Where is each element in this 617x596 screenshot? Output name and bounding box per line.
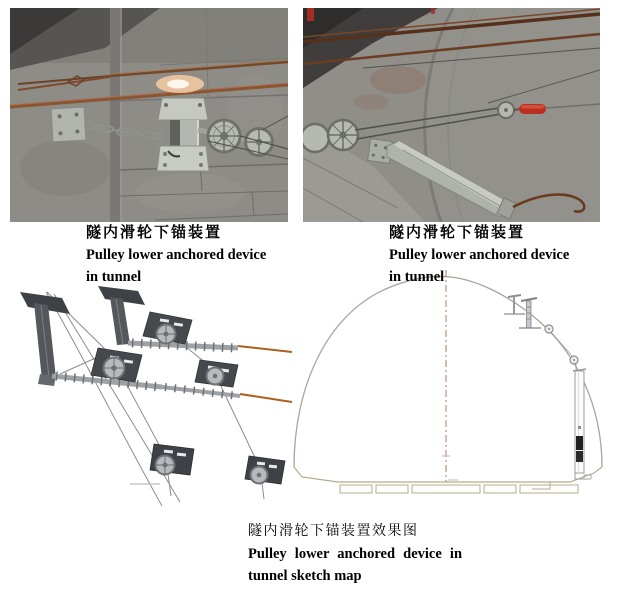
caption-en-1: Pulley lower anchored device — [389, 247, 570, 263]
pulley-wheel-small — [246, 129, 273, 156]
tunnel-wall-photo-1 — [10, 8, 288, 222]
pulley-wheels-left — [303, 120, 358, 152]
sketch-tunnel-cross-section — [292, 270, 612, 505]
tunnel-arch-outline — [294, 276, 602, 467]
pulley-assembly-middle — [91, 348, 142, 382]
contact-wire-upper — [238, 346, 292, 352]
photo-pulley-anchor-left — [10, 8, 288, 222]
pulley-device-rendering — [2, 286, 292, 506]
red-paint-mark — [307, 8, 314, 21]
cantilever-bracket-1 — [20, 292, 70, 386]
cantilever-bracket-2 — [98, 286, 145, 345]
photo-pulley-anchor-right — [303, 8, 600, 222]
rust-stain — [370, 66, 426, 94]
caption-zh: 隧内滑轮下锚装置效果图 — [248, 524, 419, 539]
caption-en-2: in tunnel — [86, 269, 142, 285]
mini-cantilever-bracket-2 — [519, 298, 541, 328]
pulley-assembly-midright — [195, 360, 238, 387]
tunnel-section-drawing — [292, 270, 612, 505]
pulley-assembly-upper — [143, 312, 192, 344]
pulley-assembly-lowerright — [245, 456, 285, 499]
concrete-seam — [110, 8, 120, 222]
caption-sketch — [248, 521, 462, 587]
anchor-plate-left — [51, 107, 86, 142]
caption-en-2: in tunnel — [389, 269, 445, 285]
tunnel-wall-photo-2 — [303, 8, 600, 222]
caption-photo-right — [389, 222, 569, 288]
caption-zh: 隧内滑轮下锚装置 — [389, 224, 526, 241]
caption-en-1: Pulley lower anchored device — [86, 247, 267, 263]
caption-photo-left — [86, 222, 266, 288]
light-flare — [156, 75, 204, 93]
caption-zh: 隧内滑轮下锚装置 — [86, 224, 223, 241]
caption-en-2: tunnel sketch map — [248, 568, 362, 584]
counterweight-guide — [573, 369, 591, 479]
counterweight-block — [576, 436, 583, 450]
sketch-pulley-device-3d — [2, 286, 292, 506]
contact-wire-lower — [240, 394, 292, 402]
caption-en-1: Pulley lower anchored device in — [248, 546, 463, 562]
